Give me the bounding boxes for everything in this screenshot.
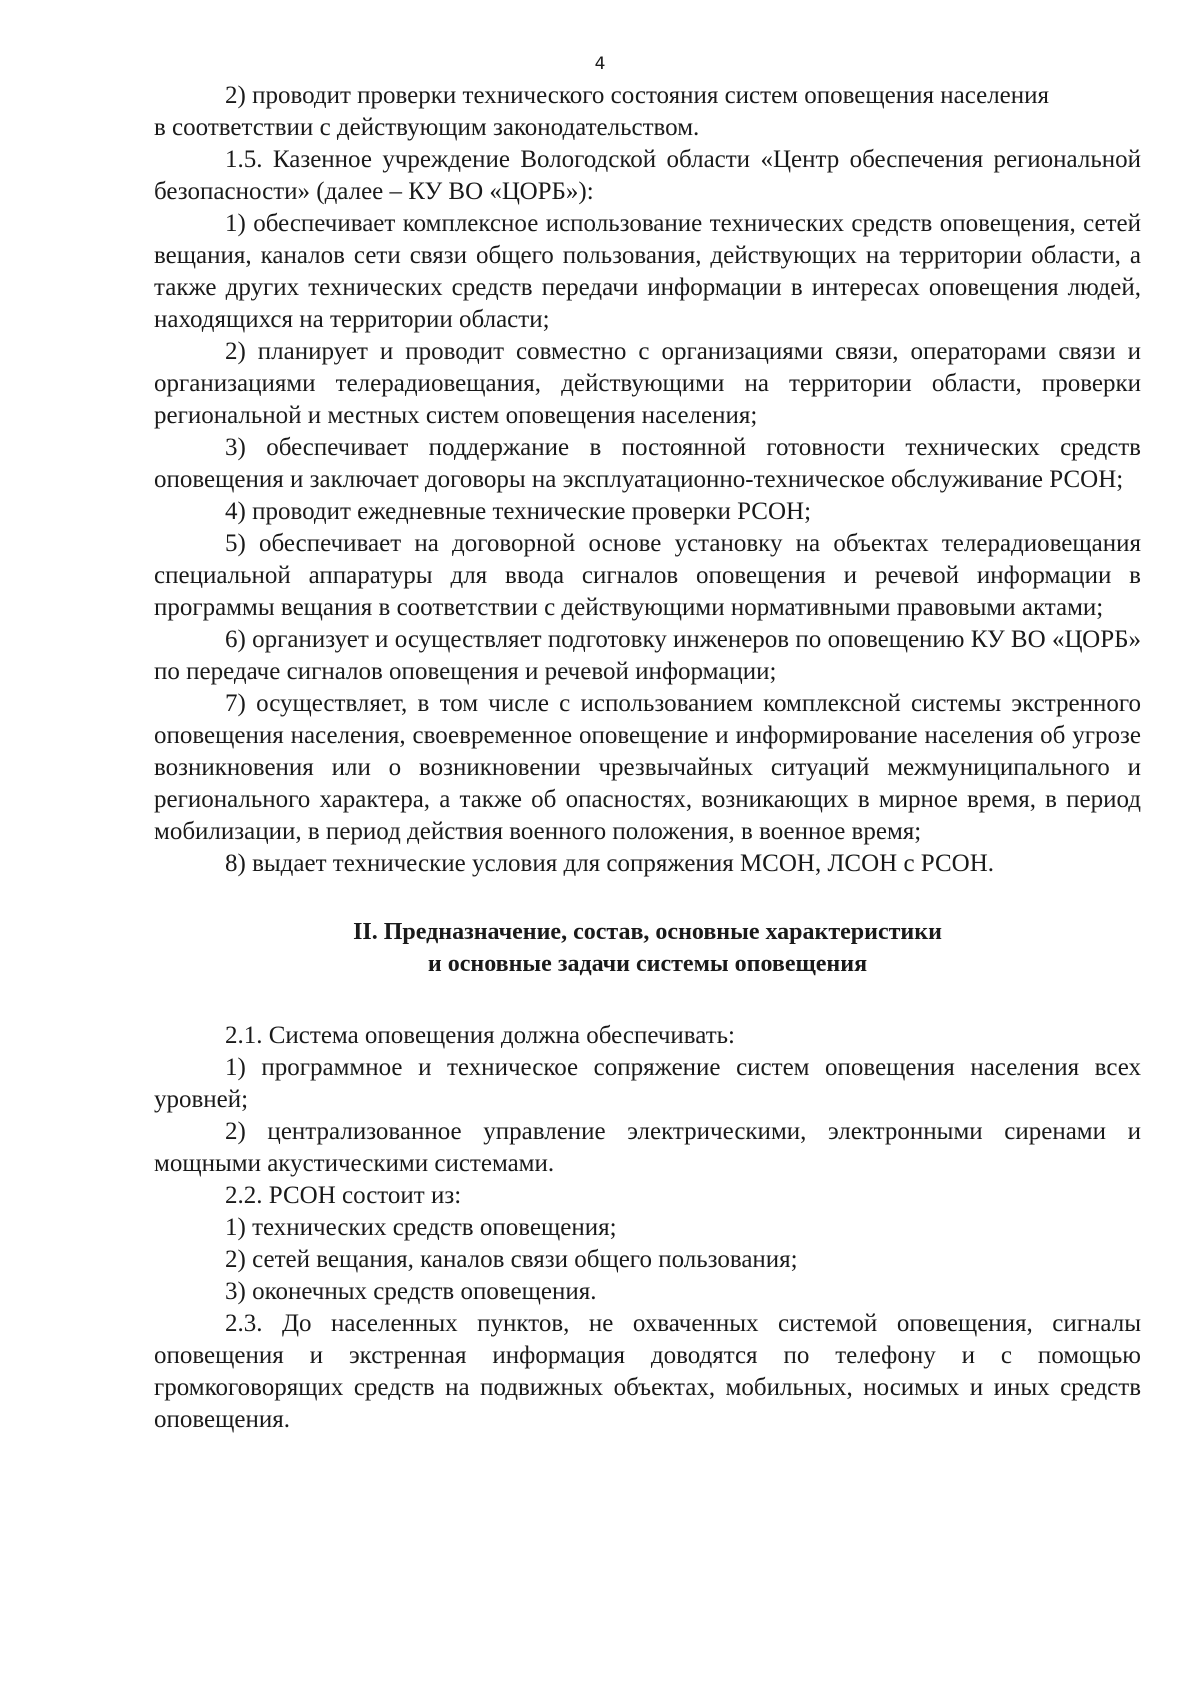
paragraph: 7) осуществляет, в том числе с использованием комплексной системы экстренного оповещения населения, своевременное оповещение и информирование населения об угрозе возникновения или о возникновении чрезвычайных ситуаций межмуниципального и регионального характера, а также об опасностях, возникающих в мирное время, в период мобилизации, в период действия военного положения, в военное время;: [154, 690, 1141, 845]
paragraph: 3) обеспечивает поддержание в постоянной готовности технических средств оповещения и заключает договоры на эксплуатационно-техническое обслуживание РСОН;: [154, 434, 1141, 493]
paragraph: в соответствии с действующим законодательством.: [154, 114, 700, 141]
paragraph: 2.1. Система оповещения должна обеспечивать:: [225, 1022, 735, 1049]
paragraph: 1) программное и техническое сопряжение систем оповещения населения всех уровней;: [154, 1054, 1141, 1113]
paragraph: 1.5. Казенное учреждение Вологодской области «Центр обеспечения региональной безопасности» (далее – КУ ВО «ЦОРБ»):: [154, 146, 1141, 205]
paragraph: 2.3. До населенных пунктов, не охваченных системой оповещения, сигналы оповещения и экстренная информация доводятся по телефону и с помощью громкоговорящих средств на подвижных объектах, мобильных, носимых и иных средств оповещения.: [154, 1310, 1141, 1433]
paragraph: 8) выдает технические условия для сопряжения МСОН, ЛСОН с РСОН.: [225, 850, 995, 877]
paragraph: 2) проводит проверки технического состояния систем оповещения населения: [225, 82, 1050, 109]
paragraph: 2) централизованное управление электрическими, электронными сиренами и мощными акустическими системами.: [154, 1118, 1141, 1177]
section-heading-line: II. Предназначение, состав, основные характеристики: [353, 919, 942, 945]
document-body: [154, 80, 1141, 1436]
paragraph: 2) сетей вещания, каналов связи общего пользования;: [225, 1246, 798, 1273]
spacer: [154, 980, 1141, 1020]
paragraph: 1) обеспечивает комплексное использование технических средств оповещения, сетей вещания, каналов сети связи общего пользования, действующих на территории области, а также других технических средств передачи информации в интересах оповещения людей, находящихся на территории области;: [154, 210, 1141, 333]
paragraph: 1) технических средств оповещения;: [225, 1214, 617, 1241]
paragraph: 5) обеспечивает на договорной основе установку на объектах телерадиовещания специальной аппаратуры для ввода сигналов оповещения и речевой информации в программы вещания в соответствии с действующими нормативными правовыми актами;: [154, 530, 1141, 621]
section-heading-line: и основные задачи системы оповещения: [427, 951, 868, 977]
page-number: 4: [594, 54, 606, 74]
paragraph: 3) оконечных средств оповещения.: [225, 1278, 597, 1305]
paragraph: 2.2. РСОН состоит из:: [225, 1182, 462, 1209]
section-heading: [154, 916, 1141, 980]
paragraph: 6) организует и осуществляет подготовку инженеров по оповещению КУ ВО «ЦОРБ» по передаче сигналов оповещения и речевой информации;: [154, 626, 1141, 685]
paragraph: 2) планирует и проводит совместно с организациями связи, операторами связи и организациями телерадиовещания, действующими на территории области, проверки региональной и местных систем оповещения населения;: [154, 338, 1141, 429]
paragraph: 4) проводит ежедневные технические проверки РСОН;: [225, 498, 812, 525]
